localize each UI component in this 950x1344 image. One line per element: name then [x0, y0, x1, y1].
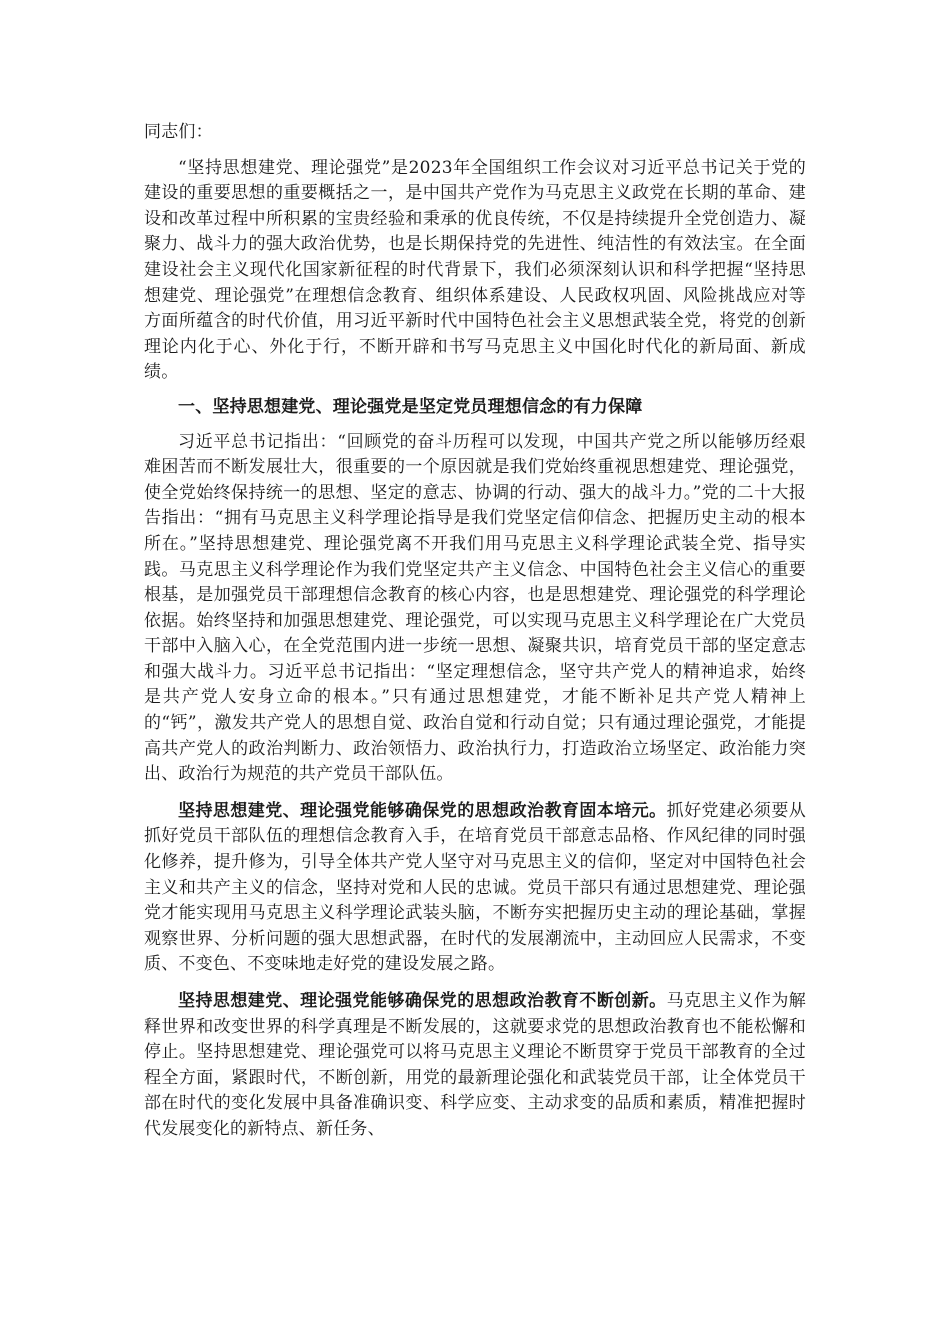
section1-paragraph-3 — [144, 989, 806, 1143]
document-body — [144, 120, 806, 1143]
paragraph-body-text: 马克思主义作为解释世界和改变世界的科学真理是不断发展的，这就要求党的思想政治教育也不能松懈和停止。坚持思想建党、理论强党可以将马克思主义理论不断贯穿于党员干部教育的全过程全方面，紧跟时代，不断创新，用党的最新理论强化和武装党员干部，让全体党员干部在时代的变化发展中具备准确识变、科学应变、主动求变的品质和素质，精准把握时代发展变化的新特点、新任务、 — [144, 991, 806, 1139]
section1-paragraph-1: 习近平总书记指出：“回顾党的奋斗历程可以发现，中国共产党之所以能够历经艰难困苦而不断发展壮大，很重要的一个原因就是我们党始终重视思想建党、理论强党，使全党始终保持统一的思想、坚定的意志、协调的行动、强大的战斗力。”党的二十大报告指出：“拥有马克思主义科学理论指导是我们党坚定信仰信念、把握历史主动的根本所在。”坚持思想建党、理论强党离不开我们用马克思主义科学理论武装全党、指导实践。马克思主义科学理论作为我们党坚定共产主义信念、中国特色社会主义信心的重要根基，是加强党员干部理想信念教育的核心内容，也是思想建党、理论强党的科学理论依据。始终坚持和加强思想建党、理论强党，可以实现马克思主义科学理论在广大党员干部中入脑入心，在全党范围内进一步统一思想、凝聚共识，培育党员干部的坚定意志和强大战斗力。习近平总书记指出：“坚定理想信念，坚守共产党人的精神追求，始终是共产党人安身立命的根本。”只有通过思想建党，才能不断补足共产党人精神上的“钙”，激发共产党人的思想自觉、政治自觉和行动自觉；只有通过理论强党，才能提高共产党人的政治判断力、政治领悟力、政治执行力，打造政治立场坚定、政治能力突出、政治行为规范的共产党员干部队伍。 — [144, 431, 806, 785]
section1-paragraph-2 — [144, 799, 806, 978]
greeting: 同志们： — [144, 122, 213, 142]
intro-paragraph: “坚持思想建党、理论强党”是2023年全国组织工作会议对习近平总书记关于党的建设的重要思想的重要概括之一，是中国共产党作为马克思主义政党在长期的革命、建设和改革过程中所积累的宝贵经验和秉承的优良传统，不仅是持续提升全党创造力、凝聚力、战斗力的强大政治优势，也是长期保持党的先进性、纯洁性的有效法宝。在全面建设社会主义现代化国家新征程的时代背景下，我们必须深刻认识和科学把握“坚持思想建党、理论强党”在理想信念教育、组织体系建设、人民政权巩固、风险挑战应对等方面所蕴含的时代价值，用习近平新时代中国特色社会主义思想武装全党，将党的创新理论内化于心、外化于行，不断开辟和书写马克思主义中国化时代化的新局面、新成绩。 — [144, 157, 806, 383]
section-heading-1: 一、坚持思想建党、理论强党是坚定党员理想信念的有力保障 — [178, 396, 643, 417]
paragraph-body-text: 抓好党建必须要从抓好党员干部队伍的理想信念教育入手，在培育党员干部意志品格、作风纪律的同时强化修养，提升修为，引导全体共产党人坚守对马克思主义的信仰，坚定对中国特色社会主义和共产主义的信念，坚持对党和人民的忠诚。党员干部只有通过思想建党、理论强党才能实现用马克思主义科学理论武装头脑，不断夯实把握历史主动的理论基础，掌握观察世界、分析问题的强大思想武器，在时代的发展潮流中，主动回应人民需求，不变质、不变色、不变味地走好党的建设发展之路。 — [144, 800, 806, 975]
paragraph-lead-sentence: 坚持思想建党、理论强党能够确保党的思想政治教育不断创新。 — [178, 991, 667, 1011]
paragraph-lead-sentence: 坚持思想建党、理论强党能够确保党的思想政治教育固本培元。 — [178, 800, 667, 821]
